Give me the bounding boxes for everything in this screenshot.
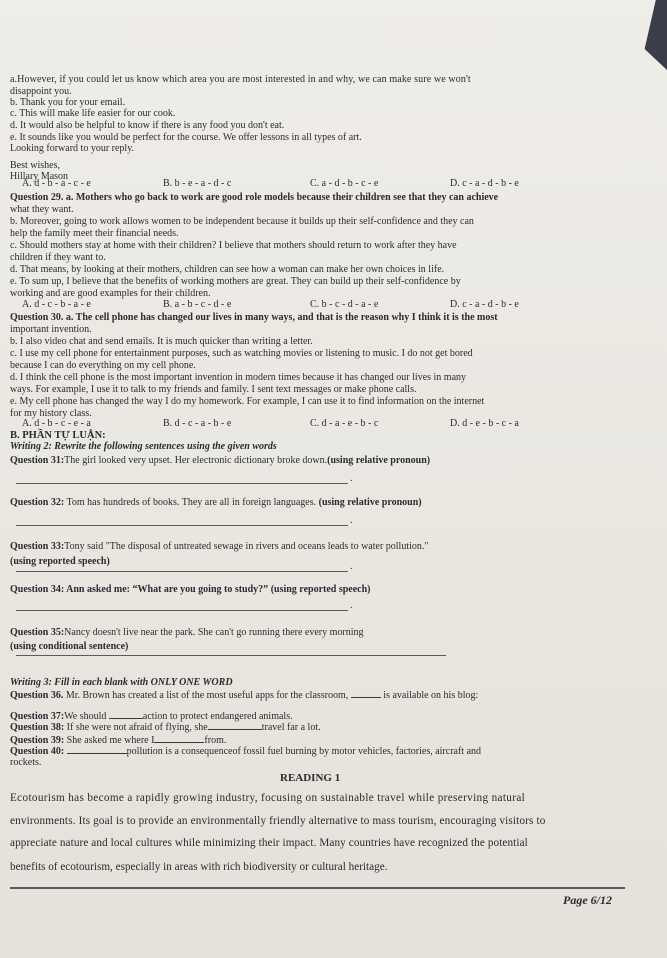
text-line: for my history class. bbox=[10, 408, 92, 419]
q34 bbox=[10, 584, 371, 595]
writing3-title: Writing 3: Fill in each blank with ONLY ONE WORD bbox=[10, 677, 233, 688]
end-dot: . bbox=[350, 473, 353, 484]
q32 bbox=[10, 497, 422, 508]
q31 bbox=[10, 455, 430, 466]
text-line: b. I also video chat and send emails. It is much quicker than writing a letter. bbox=[10, 336, 313, 347]
text-line: e. It sounds like you would be perfect for the course. We offer lessons in all types of art. bbox=[10, 132, 362, 143]
question-line bbox=[10, 312, 498, 323]
text-line: c. This will make life easier for our cook. bbox=[10, 108, 176, 119]
q35 bbox=[10, 627, 364, 638]
option-a: A. d - b - a - c - e bbox=[22, 178, 91, 189]
text-line: Hillary Mason bbox=[10, 171, 69, 182]
text-line: help the family meet their financial needs. bbox=[10, 228, 179, 239]
answer-options bbox=[0, 299, 667, 310]
reading-line: environments. Its goal is to provide an environmentally friendly alternative to mass tourism, encouraging visitors to bbox=[10, 815, 546, 827]
end-dot: . bbox=[350, 600, 353, 611]
footer-rule bbox=[10, 887, 625, 889]
option-d: D. c - a - d - b - e bbox=[450, 178, 519, 189]
reading-heading: READING 1 bbox=[280, 772, 341, 784]
section-heading: B. PHẦN TỰ LUẬN: bbox=[10, 430, 106, 441]
q36-label: Question 36. bbox=[10, 690, 64, 701]
q39-blank[interactable] bbox=[154, 733, 204, 743]
q34-hint: (using reported speech) bbox=[270, 584, 371, 595]
answer-line bbox=[16, 655, 446, 656]
q32-text: Tom has hundreds of books. They are all in foreign languages. bbox=[64, 497, 319, 508]
end-dot: . bbox=[350, 561, 353, 572]
q39-text-a: She asked me where I bbox=[64, 735, 155, 746]
q30-text: Question 30. a. The cell phone has changed our lives in many ways, and that is the reason why I think it is the most bbox=[10, 312, 498, 323]
option-b: B. d - c - a - b - e bbox=[163, 418, 232, 429]
reading-line: Ecotourism has become a rapidly growing industry, focusing on sustainable travel while preserving natural bbox=[10, 792, 526, 804]
text-line: d. I think the cell phone is the most important invention in modern times because it has changed our lives in many bbox=[10, 372, 467, 383]
text-line: a.However, if you could let us know which area you are most interested in and why, we can make sure we won't bbox=[10, 74, 471, 85]
option-b: B. b - e - a - d - c bbox=[163, 178, 232, 189]
q36-text-b: is available on his blog: bbox=[380, 690, 479, 701]
q37-text-b: action to protect endangered animals. bbox=[142, 711, 293, 722]
writing2-title: Writing 2: Rewrite the following sentences using the given words bbox=[10, 441, 277, 452]
q40-text-b: pollution is a consequenceof fossil fuel burning by motor vehicles, factories, aircraft and bbox=[126, 746, 482, 757]
q36-blank[interactable] bbox=[351, 688, 381, 698]
text-line: working and are good examples for their children. bbox=[10, 288, 211, 299]
answer-options bbox=[0, 418, 667, 429]
answer-line bbox=[16, 483, 348, 484]
text-line: d. It would also be helpful to know if there is any food you don't eat. bbox=[10, 120, 285, 131]
q39-label: Question 39: bbox=[10, 735, 65, 746]
q36 bbox=[10, 688, 478, 701]
q33-hint: (using reported speech) bbox=[10, 556, 110, 567]
text-line: what they want. bbox=[10, 204, 74, 215]
option-b: B. a - b - c - d - e bbox=[163, 299, 232, 310]
q31-hint: (using relative pronoun) bbox=[327, 455, 431, 466]
text-line: b. Thank you for your email. bbox=[10, 97, 126, 108]
text-line: ways. For example, I use it to talk to my friends and family. I sent text messages or make phone calls. bbox=[10, 384, 417, 395]
q32-label: Question 32: bbox=[10, 497, 65, 508]
text-line: e. My cell phone has changed the way I do my homework. For example, I can use it to find information on the internet bbox=[10, 396, 485, 407]
text-line: because I can do everything on my cell phone. bbox=[10, 360, 196, 371]
q37-text-a: We should bbox=[64, 711, 109, 722]
q31-label: Question 31: bbox=[10, 455, 65, 466]
page-corner-fold bbox=[639, 0, 667, 70]
text-line: b. Moreover, going to work allows women to be independent because it builds up their self-confidence and they can bbox=[10, 216, 474, 227]
option-a: A. d - c - b - a - e bbox=[22, 299, 91, 310]
q37-blank[interactable] bbox=[109, 709, 143, 719]
q38-text-a: If she were not afraid of flying, she bbox=[64, 722, 208, 733]
text-line: Best wishes, bbox=[10, 160, 60, 171]
option-d: D. d - e - b - c - a bbox=[450, 418, 519, 429]
text-line: Looking forward to your reply. bbox=[10, 143, 135, 154]
q38-blank[interactable] bbox=[208, 720, 262, 730]
reading-line: benefits of ecotourism, especially in areas with rich biodiversity or cultural heritage. bbox=[10, 861, 388, 873]
answer-line bbox=[16, 610, 348, 611]
text-line: c. Should mothers stay at home with their children? I believe that mothers should return to work after they have bbox=[10, 240, 457, 251]
answer-line bbox=[16, 525, 348, 526]
end-dot: . bbox=[350, 515, 353, 526]
q37-label: Question 37: bbox=[10, 711, 65, 722]
q38-label: Question 38: bbox=[10, 722, 65, 733]
q29-text: Question 29. a. Mothers who go back to work are good role models because their children see that they can achieve bbox=[10, 192, 499, 203]
answer-options bbox=[0, 178, 667, 189]
q31-text: The girl looked very upset. Her electronic dictionary broke down. bbox=[64, 455, 328, 466]
q40 bbox=[10, 744, 481, 757]
q34-label: Question 34: Ann asked me: “What are you going to study?” bbox=[10, 584, 269, 595]
q33 bbox=[10, 541, 428, 552]
reading-line: appreciate nature and local cultures while minimizing their impact. Many countries have recognized the potential bbox=[10, 837, 528, 849]
q33-label: Question 33: bbox=[10, 541, 65, 552]
q38-text-b: travel far a lot. bbox=[261, 722, 321, 733]
option-c: C. b - c - d - a - e bbox=[310, 299, 379, 310]
page-number: Page 6/12 bbox=[563, 893, 612, 907]
q40-label: Question 40: bbox=[10, 746, 65, 757]
option-c: C. a - d - b - c - e bbox=[310, 178, 379, 189]
text-line: disappoint you. bbox=[10, 86, 72, 97]
text-line: c. I use my cell phone for entertainment purposes, such as watching movies or listening to music. I do not get bored bbox=[10, 348, 473, 359]
q35-hint: (using conditional sentence) bbox=[10, 641, 129, 652]
question-line bbox=[10, 192, 498, 203]
q33-text: Tony said "The disposal of untreated sewage in rivers and oceans leads to water pollution." bbox=[64, 541, 429, 552]
option-d: D. c - a - d - b - e bbox=[450, 299, 519, 310]
text-line: children if they want to. bbox=[10, 252, 106, 263]
answer-line bbox=[16, 571, 348, 572]
text-line: important invention. bbox=[10, 324, 92, 335]
q36-text-a: Mr. Brown has created a list of the most useful apps for the classroom, bbox=[63, 690, 351, 701]
text-line: e. To sum up, I believe that the benefits of working mothers are great. They can build up their self-confidence by bbox=[10, 276, 461, 287]
q32-hint: (using relative pronoun) bbox=[318, 497, 422, 508]
option-c: C. d - a - e - b - c bbox=[310, 418, 379, 429]
q40-continuation: rockets. bbox=[10, 757, 42, 768]
q38 bbox=[10, 720, 321, 733]
q35-label: Question 35: bbox=[10, 627, 65, 638]
q39-text-b: from. bbox=[204, 735, 227, 746]
text-line: d. That means, by looking at their mothers, children can see how a woman can make her own choices in life. bbox=[10, 264, 445, 275]
q35-text: Nancy doesn't live near the park. She can't go running there every morning bbox=[64, 627, 364, 638]
option-a: A. d - b - c - e - a bbox=[22, 418, 91, 429]
q40-blank[interactable] bbox=[67, 744, 127, 754]
